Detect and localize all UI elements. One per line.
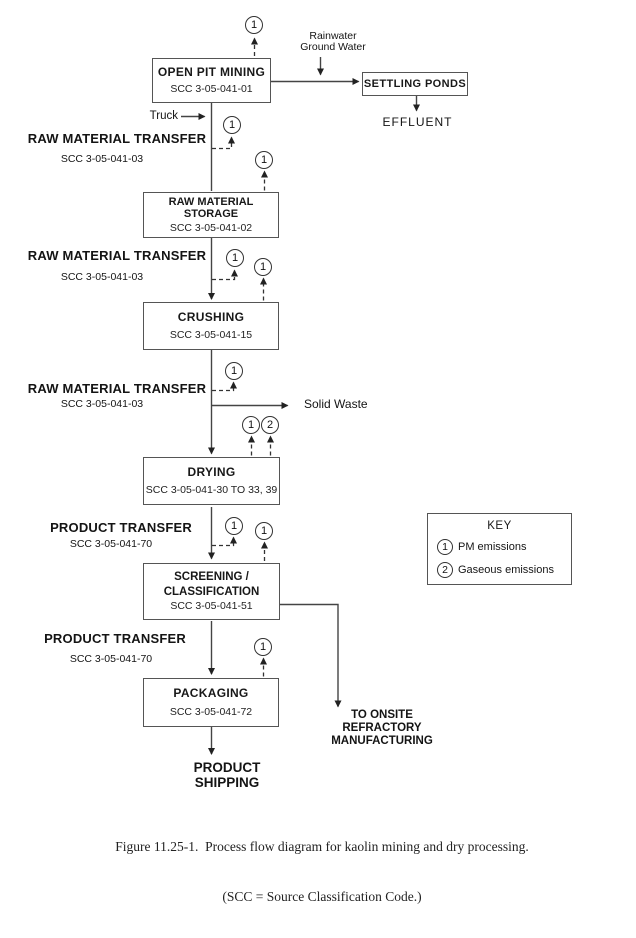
label-product-transfer-2-scc: SCC 3-05-041-70 — [69, 653, 153, 665]
label-product-transfer-1: PRODUCT TRANSFER — [50, 520, 192, 535]
label-raw-material-transfer-3-scc: SCC 3-05-041-03 — [60, 398, 144, 410]
box-title: CRUSHING — [177, 309, 245, 324]
label-product-transfer-2: PRODUCT TRANSFER — [44, 631, 186, 646]
key-item-label: Gaseous emissions — [458, 564, 554, 576]
box-open-pit-mining — [152, 58, 271, 103]
key-item-label: PM emissions — [458, 541, 527, 553]
box-scc: SCC 3-05-041-02 — [169, 222, 253, 234]
box-title: PACKAGING — [173, 686, 249, 700]
pm-emission-marker-crushing: 1 — [254, 258, 272, 276]
box-title: SETTLING PONDS — [363, 78, 467, 90]
pm-emission-marker-drying: 1 — [242, 416, 260, 434]
box-drying — [143, 457, 280, 505]
gaseous-emission-marker-key: 2 — [437, 562, 453, 578]
emission-line-product-transfer-1 — [212, 538, 234, 546]
label-raw-material-transfer-3: RAW MATERIAL TRANSFER — [27, 381, 207, 396]
figure-caption-line2: (SCC = Source Classification Code.) — [222, 888, 422, 904]
box-scc: SCC 3-05-041-72 — [169, 706, 253, 718]
label-to-onsite-line1: TO ONSITE — [351, 709, 413, 721]
label-product-transfer-1-scc: SCC 3-05-041-70 — [69, 538, 153, 550]
label-raw-material-transfer-1: RAW MATERIAL TRANSFER — [27, 131, 207, 146]
box-title-line1: SCREENING / — [174, 571, 249, 583]
figure-caption — [8, 806, 636, 938]
label-rainwater-line2: Ground Water — [300, 40, 366, 53]
box-title: OPEN PIT MINING — [157, 64, 266, 79]
emission-line-transfer-3 — [212, 383, 234, 391]
gaseous-emission-marker-drying: 2 — [261, 416, 279, 434]
box-raw-material-storage — [143, 192, 279, 238]
label-product-shipping: PRODUCT SHIPPING — [193, 760, 261, 790]
label-effluent: EFFLUENT — [382, 115, 453, 129]
emission-line-transfer-1 — [212, 138, 232, 149]
box-scc: SCC 3-05-041-01 — [170, 83, 253, 96]
pm-emission-marker-transfer-3: 1 — [225, 362, 243, 380]
box-scc: SCC 3-05-041-51 — [170, 600, 253, 612]
box-title: DRYING — [187, 464, 236, 479]
emission-line-transfer-2 — [212, 271, 235, 280]
label-to-onsite-line2: REFRACTORY — [342, 722, 422, 734]
pm-emission-marker-open-pit: 1 — [245, 16, 263, 34]
box-screening-classification — [143, 563, 280, 620]
label-to-onsite-refractory — [321, 709, 443, 748]
pm-emission-marker-storage: 1 — [255, 151, 273, 169]
key-title: KEY — [487, 520, 512, 532]
label-to-onsite-line3: MANUFACTURING — [331, 735, 433, 747]
box-scc: SCC 3-05-041-30 TO 33, 39 — [145, 484, 278, 497]
box-crushing — [143, 302, 279, 350]
pm-emission-marker-transfer-1: 1 — [223, 116, 241, 134]
label-raw-material-transfer-2: RAW MATERIAL TRANSFER — [27, 248, 207, 263]
label-truck: Truck — [149, 110, 178, 122]
label-raw-material-transfer-2-scc: SCC 3-05-041-03 — [60, 271, 144, 283]
key-box — [427, 513, 572, 585]
label-rainwater-line1: Rainwater — [309, 30, 357, 42]
label-raw-material-transfer-1-scc: SCC 3-05-041-03 — [60, 153, 144, 165]
key-item-pm — [437, 539, 571, 555]
pm-emission-marker-screening: 1 — [255, 522, 273, 540]
pm-emission-marker-key: 1 — [437, 539, 453, 555]
box-title-line2: CLASSIFICATION — [163, 586, 260, 598]
key-item-gaseous — [437, 562, 571, 578]
box-packaging — [143, 678, 279, 727]
figure-caption-line1: Figure 11.25-1. Process flow diagram for kaolin mining and dry processing. — [115, 839, 529, 854]
label-solid-waste: Solid Waste — [304, 397, 368, 411]
box-settling-ponds — [362, 72, 468, 96]
box-title: RAW MATERIAL STORAGE — [168, 196, 254, 220]
box-scc: SCC 3-05-041-15 — [169, 329, 253, 342]
pm-emission-marker-transfer-2: 1 — [226, 249, 244, 267]
line-screening-to-refractory — [280, 605, 338, 707]
pm-emission-marker-packaging: 1 — [254, 638, 272, 656]
pm-emission-marker-product-transfer-1: 1 — [225, 517, 243, 535]
label-rainwater-groundwater — [288, 31, 378, 52]
